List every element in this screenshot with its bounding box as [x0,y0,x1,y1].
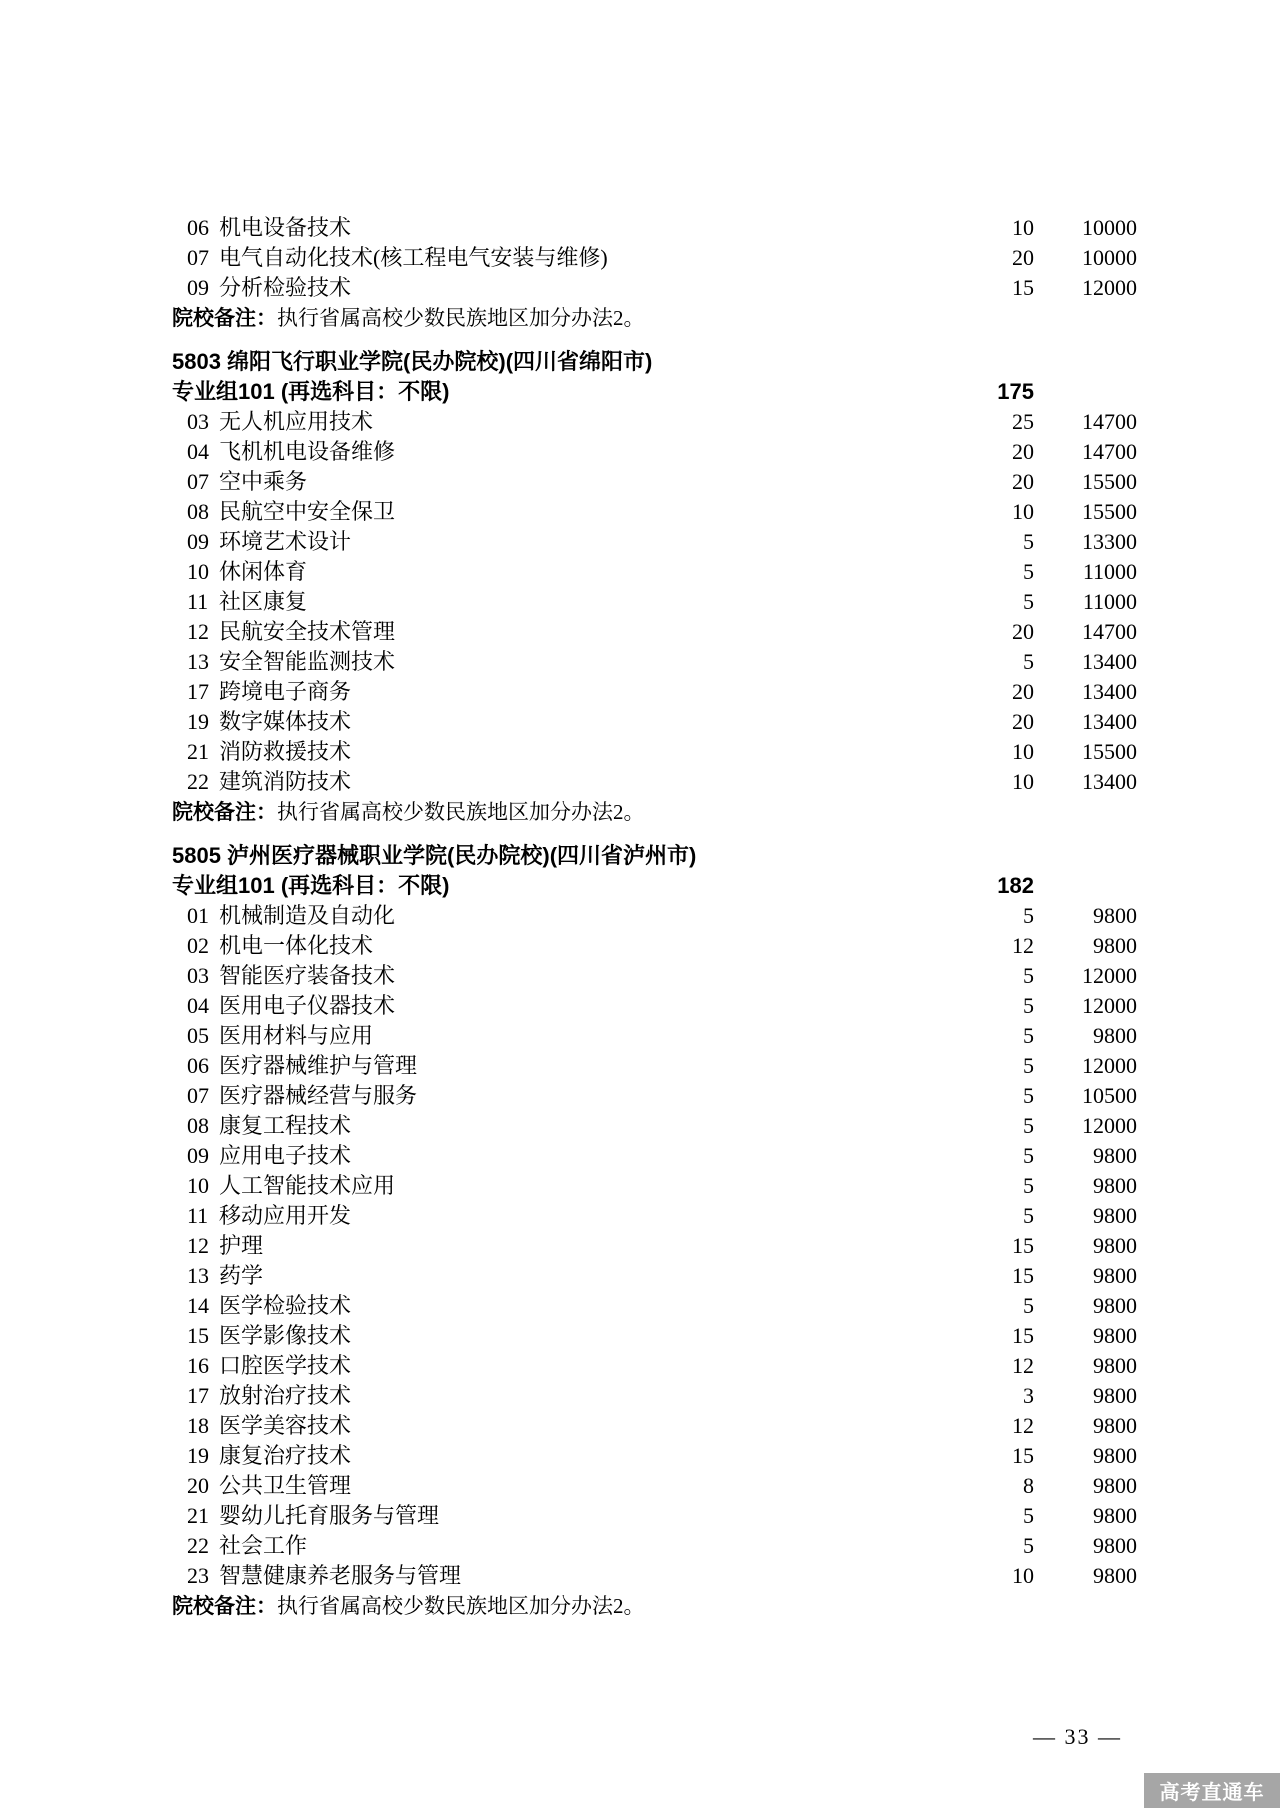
tuition-fee: 12000 [1082,1113,1137,1138]
plan-count: 15 [1012,1323,1034,1348]
major-row [172,243,1137,273]
major-name: 移动应用开发 [219,1203,352,1228]
school-note-row [172,1591,1137,1622]
plan-count: 20 [1012,439,1034,464]
major-name: 智慧健康养老服务与管理 [219,1563,462,1588]
major-row [172,1351,1137,1381]
major-name: 药学 [219,1263,264,1288]
major-code: 08 [187,1113,209,1138]
tuition-fee: 9800 [1093,1503,1137,1528]
tuition-fee: 9800 [1093,1473,1137,1498]
major-row [172,1291,1137,1321]
major-row [172,1171,1137,1201]
tuition-fee: 9800 [1093,1563,1137,1588]
tuition-fee: 15500 [1082,469,1137,494]
major-code: 13 [187,1263,209,1288]
plan-count: 25 [1012,409,1034,434]
plan-count: 5 [1023,903,1034,928]
major-code: 18 [187,1413,209,1438]
plan-count: 5 [1023,1143,1034,1168]
tuition-fee: 10000 [1082,245,1137,270]
major-code: 03 [187,963,209,988]
major-row [172,647,1137,677]
plan-count: 5 [1023,1203,1034,1228]
major-row [172,1321,1137,1351]
plan-count: 5 [1023,1083,1034,1108]
major-name: 康复治疗技术 [219,1443,352,1468]
major-row [172,707,1137,737]
major-row [172,527,1137,557]
major-code: 01 [187,903,209,928]
school-note-label: 院校备注： [172,801,277,824]
major-row [172,1411,1137,1441]
major-group-label: 专业组101 (再选科目：不限) [172,873,450,898]
major-name: 公共卫生管理 [219,1473,352,1498]
major-code: 11 [187,589,209,614]
major-row [172,931,1137,961]
tuition-fee: 13400 [1082,649,1137,674]
tuition-fee: 9800 [1093,1413,1137,1438]
major-name: 数字媒体技术 [219,709,352,734]
plan-count: 15 [1012,1263,1034,1288]
major-name: 机械制造及自动化 [219,903,396,928]
tuition-fee: 9800 [1093,1353,1137,1378]
major-row [172,1381,1137,1411]
watermark-badge: 高考直通车 [1144,1773,1280,1808]
tuition-fee: 10500 [1082,1083,1137,1108]
major-name: 婴幼儿托育服务与管理 [219,1503,440,1528]
major-group-row [172,871,1137,901]
plan-count: 5 [1023,529,1034,554]
school-note-label: 院校备注： [172,1595,277,1618]
tuition-fee: 9800 [1093,903,1137,928]
major-row [172,587,1137,617]
major-row [172,767,1137,797]
school-note-row [172,303,1137,334]
major-row [172,617,1137,647]
major-row [172,557,1137,587]
plan-count: 15 [1012,275,1034,300]
tuition-fee: 15500 [1082,739,1137,764]
major-name: 社会工作 [219,1533,308,1558]
tuition-fee: 11000 [1082,589,1137,614]
tuition-fee: 13300 [1082,529,1137,554]
major-row [172,1501,1137,1531]
major-name: 建筑消防技术 [219,769,352,794]
major-name: 无人机应用技术 [219,409,374,434]
plan-count: 20 [1012,619,1034,644]
major-code: 12 [187,619,209,644]
plan-count: 20 [1012,709,1034,734]
major-code: 10 [187,559,209,584]
major-code: 05 [187,1023,209,1048]
major-row [172,1471,1137,1501]
major-name: 飞机机电设备维修 [219,439,396,464]
tuition-fee: 9800 [1093,1383,1137,1408]
school-note-row [172,797,1137,828]
plan-count: 5 [1023,649,1034,674]
major-code: 14 [187,1293,209,1318]
admission-plan-list [172,213,1137,1622]
major-code: 19 [187,1443,209,1468]
major-name: 分析检验技术 [219,275,352,300]
tuition-fee: 13400 [1082,769,1137,794]
major-name: 应用电子技术 [219,1143,352,1168]
major-row [172,1081,1137,1111]
major-name: 民航安全技术管理 [219,619,396,644]
tuition-fee: 9800 [1093,1293,1137,1318]
major-row [172,1021,1137,1051]
plan-count: 3 [1023,1383,1034,1408]
plan-count: 10 [1012,739,1034,764]
tuition-fee: 9800 [1093,1233,1137,1258]
plan-count: 10 [1012,499,1034,524]
plan-count: 15 [1012,1443,1034,1468]
major-name: 医疗器械维护与管理 [219,1053,418,1078]
school-section [172,346,1137,828]
major-row [172,1201,1137,1231]
major-row [172,1261,1137,1291]
plan-count: 5 [1023,559,1034,584]
plan-count: 5 [1023,963,1034,988]
major-name: 智能医疗装备技术 [219,963,396,988]
page-number: — 33 — [1033,1724,1122,1749]
tuition-fee: 12000 [1082,993,1137,1018]
major-code: 22 [187,769,209,794]
major-group-label: 专业组101 (再选科目：不限) [172,379,450,404]
major-name: 机电一体化技术 [219,933,374,958]
plan-count: 12 [1012,1353,1034,1378]
tuition-fee: 14700 [1082,439,1137,464]
school-note-text: 执行省属高校少数民族地区加分办法2。 [277,800,645,824]
major-row [172,437,1137,467]
school-note-text: 执行省属高校少数民族地区加分办法2。 [277,1594,645,1618]
major-name: 医用材料与应用 [219,1023,374,1048]
major-code: 15 [187,1323,209,1348]
major-code: 09 [187,1143,209,1168]
plan-count: 5 [1023,1293,1034,1318]
tuition-fee: 15500 [1082,499,1137,524]
plan-count: 10 [1012,769,1034,794]
major-name: 口腔医学技术 [219,1353,352,1378]
school-note-text: 执行省属高校少数民族地区加分办法2。 [277,306,645,330]
major-code: 06 [187,1053,209,1078]
major-code: 17 [187,1383,209,1408]
major-row [172,407,1137,437]
major-row [172,961,1137,991]
plan-count: 15 [1012,1233,1034,1258]
tuition-fee: 9800 [1093,1443,1137,1468]
tuition-fee: 10000 [1082,215,1137,240]
school-note-label: 院校备注： [172,307,277,330]
major-name: 环境艺术设计 [219,529,352,554]
group-plan-count: 182 [997,873,1034,898]
major-row [172,213,1137,243]
major-code: 12 [187,1233,209,1258]
major-row [172,1231,1137,1261]
major-name: 护理 [219,1233,264,1258]
major-name: 医学美容技术 [219,1413,352,1438]
major-row [172,991,1137,1021]
major-row [172,1531,1137,1561]
major-name: 放射治疗技术 [219,1383,352,1408]
major-code: 11 [187,1203,209,1228]
major-code: 02 [187,933,209,958]
tuition-fee: 9800 [1093,933,1137,958]
plan-count: 12 [1012,1413,1034,1438]
major-code: 21 [187,1503,209,1528]
tuition-fee: 12000 [1082,963,1137,988]
major-code: 20 [187,1473,209,1498]
major-code: 04 [187,439,209,464]
major-name: 电气自动化技术(核工程电气安装与维修) [219,245,608,270]
tuition-fee: 14700 [1082,409,1137,434]
major-code: 04 [187,993,209,1018]
major-name: 安全智能监测技术 [219,649,396,674]
major-code: 23 [187,1563,209,1588]
tuition-fee: 9800 [1093,1143,1137,1168]
major-row [172,467,1137,497]
plan-count: 20 [1012,245,1034,270]
plan-count: 8 [1023,1473,1034,1498]
plan-count: 20 [1012,469,1034,494]
major-name: 民航空中安全保卫 [219,499,396,524]
major-code: 10 [187,1173,209,1198]
major-code: 07 [187,245,209,270]
major-code: 07 [187,469,209,494]
major-row [172,497,1137,527]
major-name: 机电设备技术 [219,215,352,240]
tuition-fee: 9800 [1093,1323,1137,1348]
tuition-fee: 9800 [1093,1263,1137,1288]
plan-count: 5 [1023,1113,1034,1138]
major-name: 消防救援技术 [219,739,352,764]
major-row [172,1051,1137,1081]
major-row [172,1141,1137,1171]
major-row [172,1561,1137,1591]
major-name: 休闲体育 [219,559,308,584]
major-name: 人工智能技术应用 [219,1173,396,1198]
major-name: 医疗器械经营与服务 [219,1083,418,1108]
major-code: 09 [187,529,209,554]
plan-count: 10 [1012,215,1034,240]
tuition-fee: 11000 [1082,559,1137,584]
major-name: 医用电子仪器技术 [219,993,396,1018]
major-group-row [172,377,1137,407]
major-name: 康复工程技术 [219,1113,352,1138]
major-code: 09 [187,275,209,300]
major-code: 22 [187,1533,209,1558]
major-code: 16 [187,1353,209,1378]
major-code: 21 [187,739,209,764]
major-row [172,1111,1137,1141]
tuition-fee: 9800 [1093,1533,1137,1558]
plan-count: 5 [1023,1053,1034,1078]
plan-count: 20 [1012,679,1034,704]
plan-count: 10 [1012,1563,1034,1588]
major-code: 06 [187,215,209,240]
major-code: 08 [187,499,209,524]
major-name: 医学检验技术 [219,1293,352,1318]
major-row [172,737,1137,767]
plan-count: 5 [1023,1503,1034,1528]
major-code: 13 [187,649,209,674]
tuition-fee: 12000 [1082,275,1137,300]
major-code: 03 [187,409,209,434]
tuition-fee: 13400 [1082,709,1137,734]
tuition-fee: 9800 [1093,1203,1137,1228]
major-code: 19 [187,709,209,734]
group-plan-count: 175 [997,379,1034,404]
tuition-fee: 9800 [1093,1173,1137,1198]
plan-count: 5 [1023,1533,1034,1558]
major-row [172,1441,1137,1471]
major-name: 医学影像技术 [219,1323,352,1348]
plan-count: 5 [1023,993,1034,1018]
major-row [172,677,1137,707]
plan-count: 5 [1023,589,1034,614]
major-name: 社区康复 [219,589,308,614]
major-code: 17 [187,679,209,704]
major-row [172,901,1137,931]
major-name: 空中乘务 [219,469,308,494]
school-section [172,840,1137,1622]
school-title: 5803 绵阳飞行职业学院(民办院校)(四川省绵阳市) [172,349,653,374]
tuition-fee: 12000 [1082,1053,1137,1078]
major-code: 07 [187,1083,209,1108]
major-name: 跨境电子商务 [219,679,352,704]
plan-count: 5 [1023,1173,1034,1198]
tuition-fee: 13400 [1082,679,1137,704]
plan-count: 12 [1012,933,1034,958]
school-title: 5805 泸州医疗器械职业学院(民办院校)(四川省泸州市) [172,843,697,868]
school-section-continued [172,213,1137,334]
tuition-fee: 9800 [1093,1023,1137,1048]
plan-count: 5 [1023,1023,1034,1048]
tuition-fee: 14700 [1082,619,1137,644]
major-row [172,273,1137,303]
